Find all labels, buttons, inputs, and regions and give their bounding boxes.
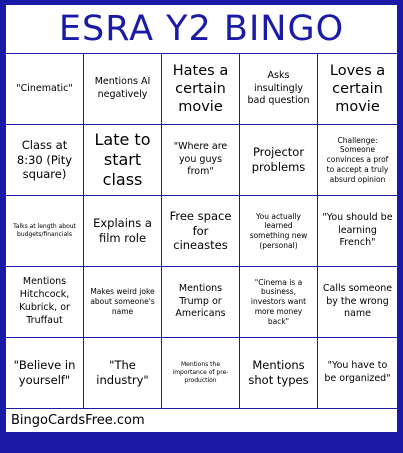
- bingo-cell-r2-c4[interactable]: [240, 125, 318, 196]
- bingo-cell-r4-c5[interactable]: [318, 267, 397, 338]
- bingo-cell-r5-c2[interactable]: [84, 338, 162, 408]
- bingo-cell-text: Free space for cineastes: [169, 208, 232, 253]
- bingo-cell-text: Late to start class: [94, 130, 151, 189]
- bingo-cell-text: Class at 8:30 (Pity square): [16, 137, 73, 182]
- bingo-grid: [6, 54, 397, 408]
- bingo-cell-r4-c3[interactable]: [162, 267, 240, 338]
- bingo-cell-text: Loves a certain movie: [329, 62, 386, 116]
- bingo-cell-text: "You have to be organized": [324, 360, 391, 384]
- bingo-cell-r5-c1[interactable]: [6, 338, 84, 408]
- bingo-cell-r5-c3[interactable]: [162, 338, 240, 408]
- bingo-cell-text: Projector problems: [251, 145, 306, 174]
- bingo-cell-text: Mentions shot types: [248, 358, 309, 387]
- bingo-cell-text: Explains a film role: [93, 216, 152, 245]
- bingo-cell-r2-c1[interactable]: [6, 125, 84, 196]
- bingo-cell-text: "Cinematic": [16, 82, 73, 94]
- bingo-cell-text: Mentions AI negatively: [94, 76, 151, 100]
- bingo-cell-r1-c5[interactable]: [318, 54, 397, 125]
- bingo-cell-r2-c5[interactable]: [318, 125, 397, 196]
- bingo-cell-r5-c5[interactable]: [318, 338, 397, 408]
- bingo-cell-r3-c3[interactable]: [162, 196, 240, 267]
- bingo-cell-text: You actually learned something new (personal): [249, 211, 308, 250]
- bingo-cell-text: "You should be learning French": [322, 211, 393, 249]
- bingo-cell-text: Mentions the importance of pre-production: [172, 361, 229, 384]
- bingo-cell-r3-c1[interactable]: [6, 196, 84, 267]
- bingo-cell-r2-c3[interactable]: [162, 125, 240, 196]
- bingo-cell-r4-c2[interactable]: [84, 267, 162, 338]
- bingo-cell-text: Mentions Trump or Americans: [175, 282, 226, 320]
- bingo-title: ESRA Y2 BINGO: [6, 5, 397, 53]
- bingo-cell-r2-c2[interactable]: [84, 125, 162, 196]
- bingo-cell-text: Asks insultingly bad question: [247, 69, 310, 107]
- footer-credit: BingoCardsFree.com: [6, 408, 397, 432]
- bingo-cell-r1-c4[interactable]: [240, 54, 318, 125]
- bingo-cell-r3-c5[interactable]: [318, 196, 397, 267]
- bingo-cell-r3-c4[interactable]: [240, 196, 318, 267]
- bingo-cell-text: Mentions Hitchcock, Kubrick, or Truffaut: [19, 276, 70, 326]
- bingo-cell-text: Makes weird joke about someone's name: [90, 287, 155, 316]
- bingo-cell-text: "The industry": [96, 358, 149, 387]
- bingo-cell-text: Talks at length about budgets/financials: [13, 223, 76, 238]
- bingo-cell-text: "Believe in yourself": [13, 358, 76, 387]
- bingo-cell-text: "Cinema is a business, investors want more money back": [250, 277, 307, 326]
- bingo-cell-r1-c2[interactable]: [84, 54, 162, 125]
- bingo-cell-text: Calls someone by the wrong name: [322, 282, 393, 320]
- bingo-cell-r3-c2[interactable]: [84, 196, 162, 267]
- bingo-cell-r1-c1[interactable]: [6, 54, 84, 125]
- bingo-cell-r4-c4[interactable]: [240, 267, 318, 338]
- bingo-cell-r1-c3[interactable]: [162, 54, 240, 125]
- bingo-cell-r5-c4[interactable]: [240, 338, 318, 408]
- bingo-cell-r4-c1[interactable]: [6, 267, 84, 338]
- bingo-cell-text: Challenge: Someone convinces a prof to accept a truly absurd opinion: [326, 135, 389, 184]
- bingo-cell-text: "Where are you guys from": [173, 140, 228, 178]
- bingo-cell-text: Hates a certain movie: [172, 62, 229, 116]
